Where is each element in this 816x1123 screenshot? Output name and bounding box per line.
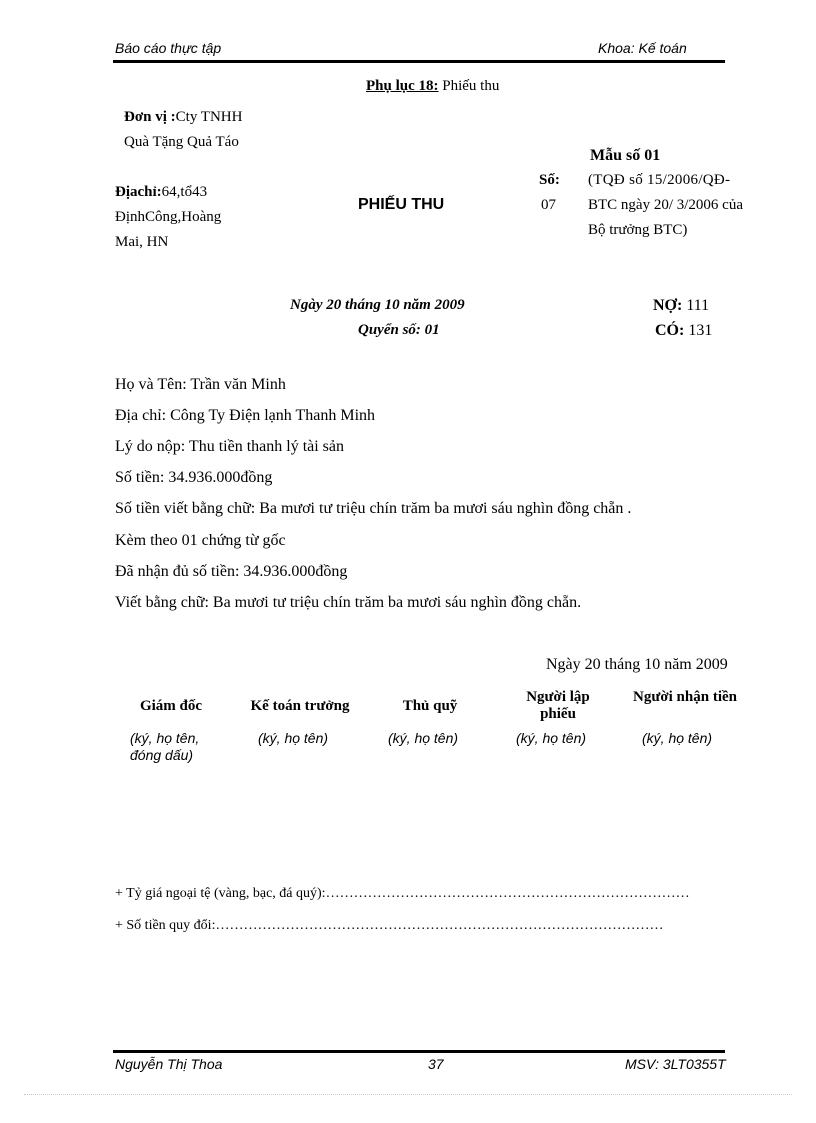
address-label: Địachỉ: <box>115 184 162 200</box>
signature-chief-accountant-note: (ký, họ tên) <box>258 730 329 746</box>
debit-line <box>653 297 709 315</box>
amount: Số tiền: 34.936.000đồng <box>115 469 273 486</box>
date-line: Ngày 20 tháng 10 năm 2009 <box>290 297 465 313</box>
debit-value: 111 <box>682 297 710 314</box>
payer-address: Địa chỉ: Công Ty Điện lạnh Thanh Minh <box>115 407 376 424</box>
address-3: Mai, HN <box>115 234 169 250</box>
debit-label: NỢ: <box>653 297 683 314</box>
page-number: 37 <box>428 1056 444 1072</box>
footer-author: Nguyễn Thị Thoa <box>115 1056 223 1072</box>
number-label: Số: <box>539 172 560 188</box>
signature-director-note: (ký, họ tên, đóng dấu) <box>130 730 200 763</box>
credit-value: 131 <box>684 322 713 339</box>
dot-leader: …………………………………………………………………… <box>325 886 690 901</box>
footer-student-id: MSV: 3LT0355T <box>625 1056 726 1072</box>
credit-label: CÓ: <box>655 322 685 339</box>
exchange-rate-label: + Tỷ giá ngoại tệ (vàng, bạc, đá quý): <box>115 886 326 901</box>
signature-receiver-note: (ký, họ tên) <box>642 730 713 746</box>
appendix-label: Phụ lục 18: <box>366 78 439 94</box>
book-line: Quyển số: 01 <box>358 322 440 338</box>
amount-received: Đã nhận đủ số tiền: 34.936.000đồng <box>115 563 348 580</box>
credit-line <box>655 322 712 340</box>
payment-reason: Lý do nộp: Thu tiền thanh lý tài sản <box>115 438 345 455</box>
unit-name1: Cty TNHH <box>175 109 243 125</box>
appendix-title <box>366 78 499 95</box>
exchange-rate-line <box>115 886 690 902</box>
appendix-text: Phiếu thu <box>438 78 500 94</box>
header-right: Khoa: Kế toán <box>598 40 687 56</box>
unit-line <box>124 109 242 126</box>
received-in-words: Viết bằng chữ: Ba mươi tư triệu chín trăm ba mươi sáu nghìn đồng chẵn. <box>115 594 582 611</box>
signature-preparer-note: (ký, họ tên) <box>516 730 587 746</box>
form-line-1: (TQĐ số 15/2006/QĐ- <box>588 172 731 188</box>
converted-amount-line <box>115 918 663 934</box>
signature-cashier-note: (ký, họ tên) <box>388 730 459 746</box>
page-edge-divider <box>24 1094 792 1095</box>
form-line-3: Bộ trưởng BTC) <box>588 222 688 238</box>
converted-amount-label: + Số tiền quy đổi: <box>115 918 216 933</box>
address-1: 64,tổ43 <box>161 184 208 200</box>
dot-leader: …………………………………………………………………………………… <box>215 918 664 933</box>
footer-rule <box>113 1050 725 1053</box>
signature-receiver: Người nhận tiền <box>633 689 737 705</box>
unit-name2: Quà Tặng Quả Táo <box>124 134 239 150</box>
address-line <box>115 184 207 201</box>
unit-label: Đơn vị : <box>124 109 176 125</box>
form-line-2: BTC ngày 20/ 3/2006 của <box>588 197 743 213</box>
number-value: 07 <box>541 197 556 213</box>
amount-in-words: Số tiền viết bằng chữ: Ba mươi tư triệu chín trăm ba mươi sáu nghìn đồng chẵn . <box>115 500 632 517</box>
signature-cashier: Thủ quỹ <box>402 698 458 714</box>
signature-director: Giám đốc <box>139 698 203 714</box>
signature-chief-accountant: Kế toán trưởng <box>250 698 350 714</box>
header-left: Báo cáo thực tập <box>115 40 222 56</box>
attachments: Kèm theo 01 chứng từ gốc <box>115 532 286 549</box>
form-title: Mẫu số 01 <box>590 147 661 164</box>
signature-preparer: Người lập phiếu <box>526 689 590 722</box>
payer-name: Họ và Tên: Trần văn Minh <box>115 376 286 393</box>
header-rule <box>113 60 725 63</box>
address-2: ĐịnhCông,Hoàng <box>115 209 222 225</box>
document-title: PHIẾU THU <box>358 196 445 213</box>
signature-date: Ngày 20 tháng 10 năm 2009 <box>546 656 728 673</box>
